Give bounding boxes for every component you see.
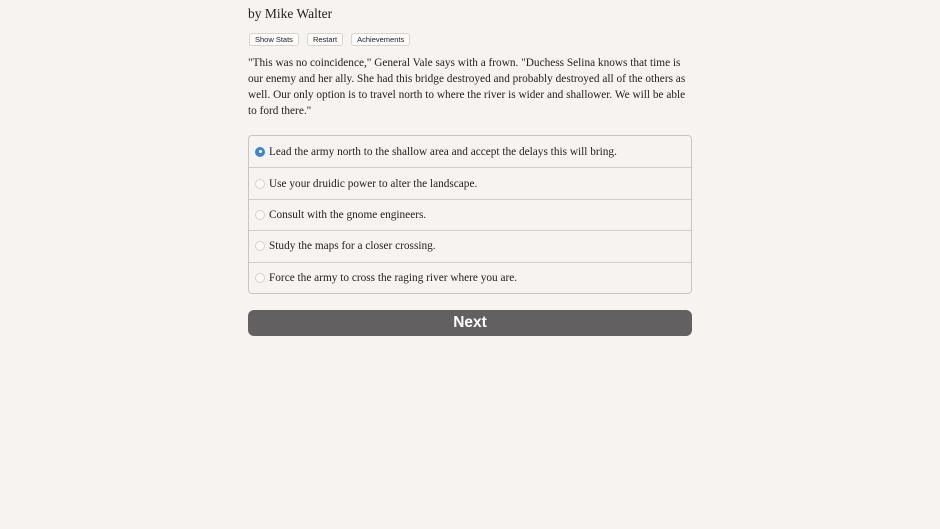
story-passage: "This was no coincidence," General Vale says with a frown. "Duchess Selina knows that time is our enemy and her ally. She had this bridge destroyed and probably destroyed all of the others as well. Our only option is to travel north to where the river is wider and shallower. We will be able to ford there." (248, 57, 686, 117)
radio-unselected-icon[interactable] (255, 210, 265, 220)
next-button[interactable]: Next (248, 310, 692, 336)
radio-selected-icon[interactable] (255, 147, 265, 157)
toolbar (249, 33, 410, 46)
achievements-button[interactable]: Achievements (351, 33, 410, 46)
choice-option-5[interactable] (249, 262, 691, 293)
radio-unselected-icon[interactable] (255, 241, 265, 251)
choice-label: Study the maps for a closer crossing. (269, 240, 436, 253)
choice-option-2[interactable] (249, 167, 691, 198)
choice-list (248, 135, 692, 294)
choice-label: Lead the army north to the shallow area and accept the delays this will bring. (269, 145, 617, 158)
choice-label: Force the army to cross the raging river where you are. (269, 271, 518, 284)
choice-option-3[interactable] (249, 199, 691, 230)
radio-unselected-icon[interactable] (255, 179, 265, 189)
choice-label: Consult with the gnome engineers. (269, 208, 427, 221)
choice-label: Use your druidic power to alter the landscape. (269, 177, 478, 190)
author-byline: by Mike Walter (248, 6, 333, 21)
choice-option-4[interactable] (249, 230, 691, 261)
show-stats-button[interactable]: Show Stats (249, 33, 299, 46)
choice-option-1[interactable] (249, 136, 691, 167)
restart-button[interactable]: Restart (307, 33, 343, 46)
radio-unselected-icon[interactable] (255, 273, 265, 283)
